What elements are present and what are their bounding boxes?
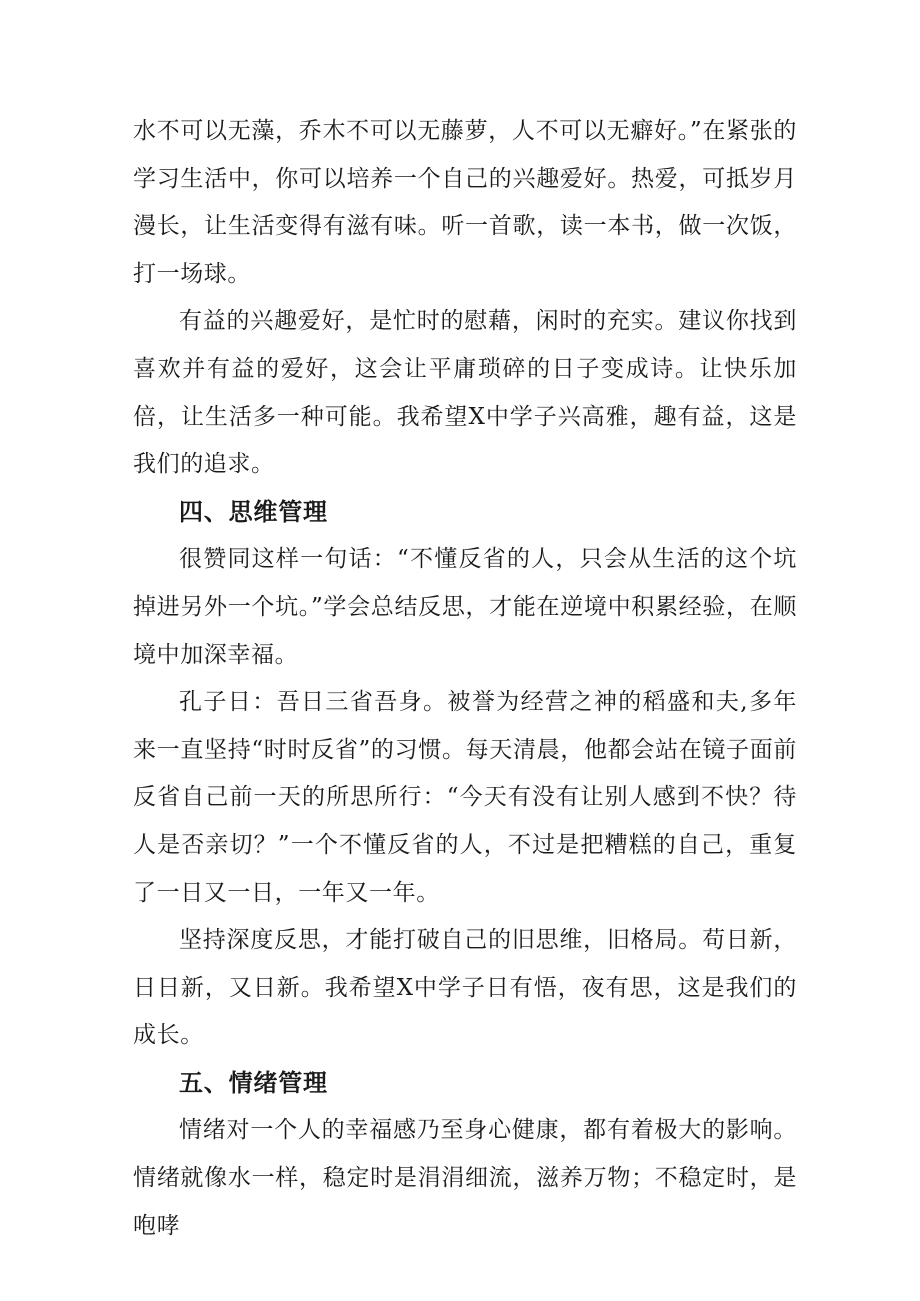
paragraph-confucius: 孔子日：吾日三省吾身。被誉为经营之神的稻盛和夫,多年来一直坚持“时时反省”的习惯。每天清晨，他都会站在镜子面前反省自己前一天的所思所行：“今天有没有让别人感到不快？待人是否亲切？”一个不懂反省的人，不过是把糟糕的自己，重复了一日又一日，一年又一年。 (133, 689, 797, 906)
paragraph-hobby-benefit: 有益的兴趣爱好，是忙时的慰藉，闲时的充实。建议你找到喜欢并有益的爱好，这会让平庸琐碎的日子变成诗。让快乐加倍，让生活多一种可能。我希望X中学子兴高雅，趣有益，这是我们的追求。 (133, 308, 797, 478)
paragraph-reflection-quote: 很赞同这样一句话：“不懂反省的人，只会从生活的这个坑掉进另外一个坑。”学会总结反思，才能在逆境中积累经验，在顺境中加深幸福。 (133, 546, 797, 668)
paragraph-emotion: 情绪对一个人的幸福感乃至身心健康，都有着极大的影响。情绪就像水一样，稳定时是涓涓细流，滋养万物；不稳定时，是咆哮 (133, 1117, 797, 1239)
section-heading-emotion: 五、情绪管理 (179, 1068, 328, 1097)
paragraph-deep-reflection: 坚持深度反思，才能打破自己的旧思维，旧格局。苟日新，日日新，又日新。我希望X中学子日有悟，夜有思，这是我们的成长。 (133, 927, 797, 1049)
paragraph-hobby-quote: 水不可以无藻，乔木不可以无藤萝，人不可以无癖好。”在紧张的学习生活中，你可以培养一个自己的兴趣爱好。热爱，可抵岁月漫长，让生活变得有滋有味。听一首歌，读一本书，做一次饭，打一场球。 (133, 118, 797, 287)
document-page (133, 108, 797, 1250)
section-heading-thinking: 四、思维管理 (179, 497, 328, 526)
